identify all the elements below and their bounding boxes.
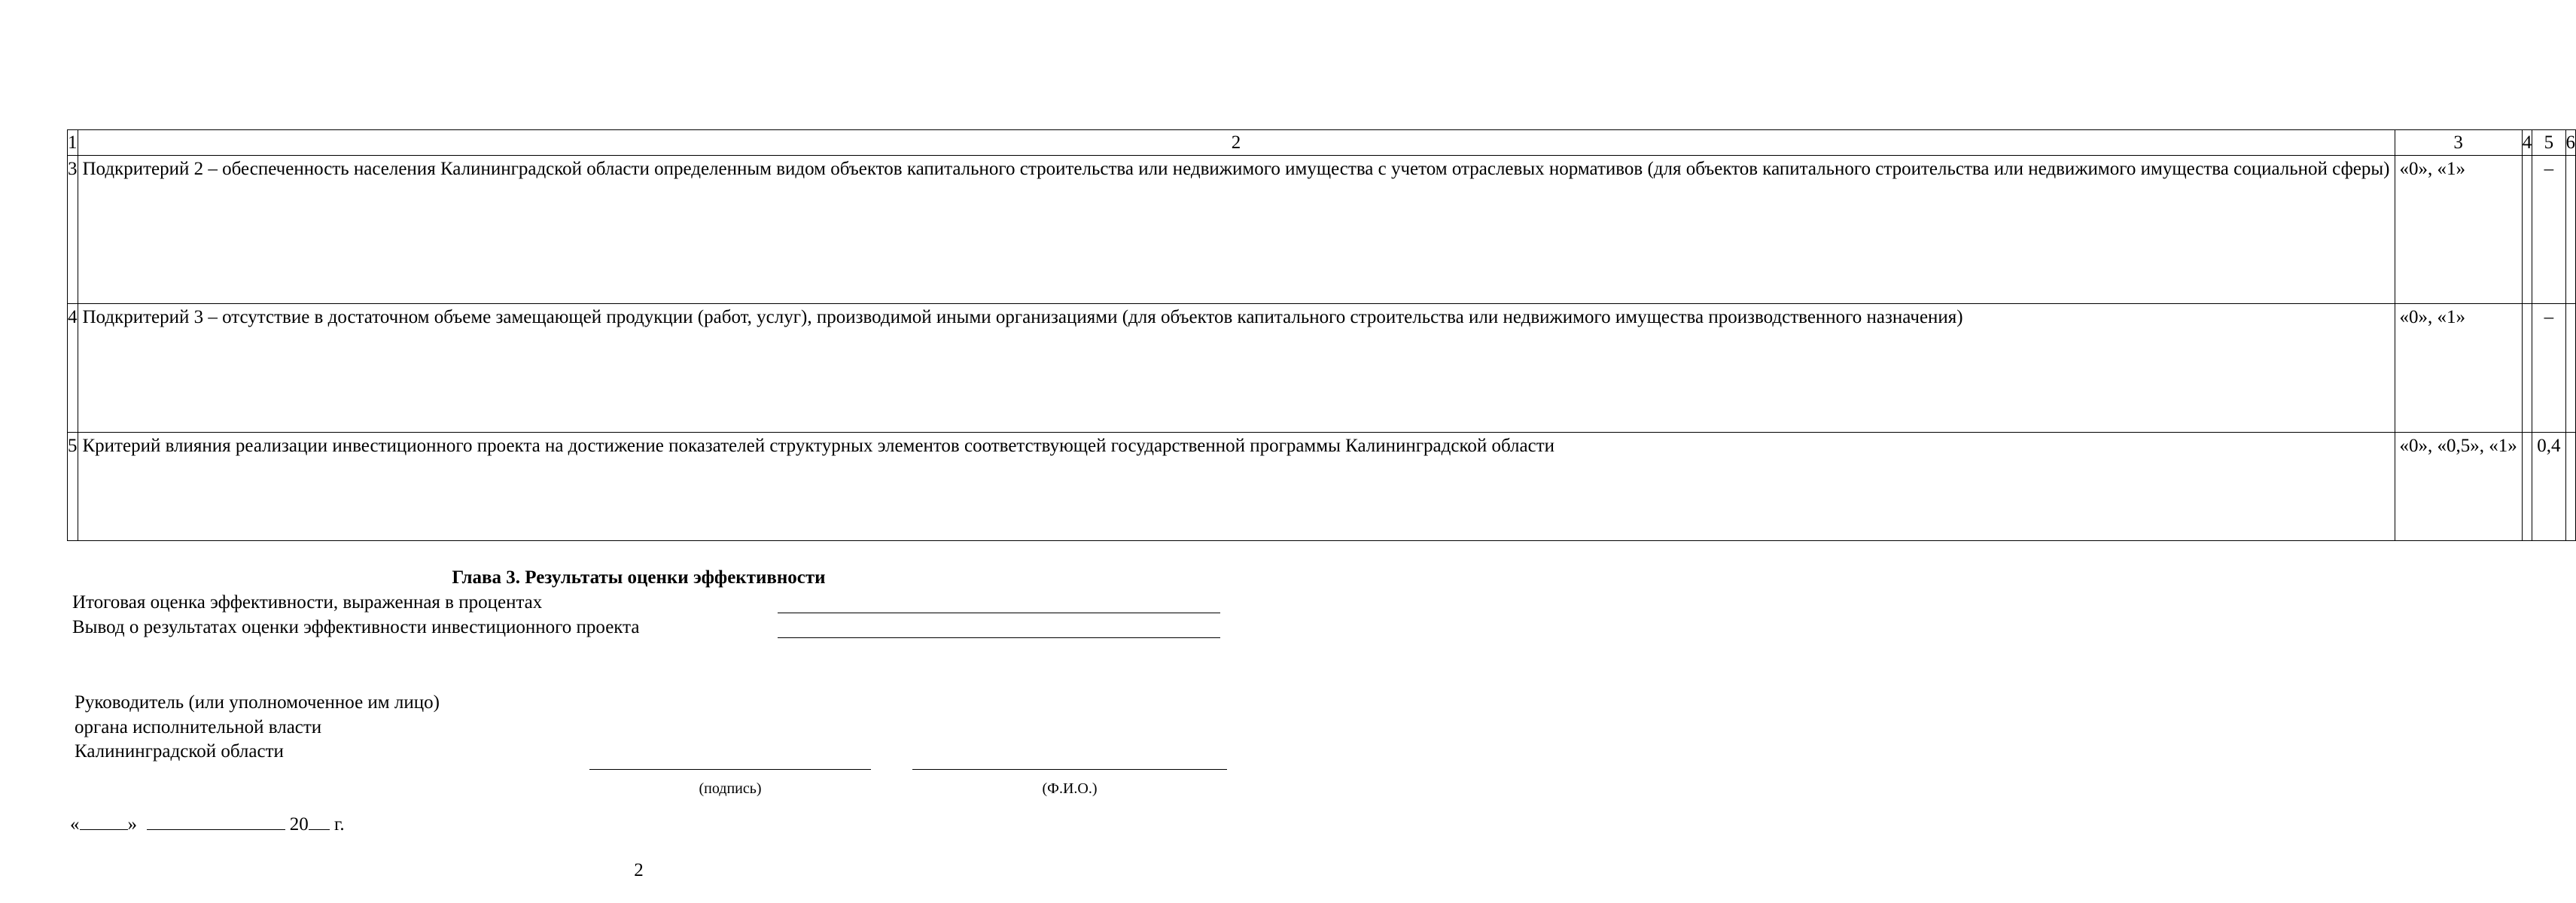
- column-6-cell: [2565, 304, 2576, 433]
- full-name-field[interactable]: [912, 769, 1227, 770]
- column-4-cell: [2522, 433, 2532, 541]
- conclusion-field[interactable]: [778, 637, 1220, 638]
- chapter-title: Глава 3. Результаты оценки эффективности: [452, 567, 826, 588]
- column-4-cell: [2522, 304, 2532, 433]
- signature-caption: (подпись): [699, 780, 762, 797]
- table-row: [68, 433, 2576, 541]
- score-values: «0», «1»: [2395, 156, 2522, 304]
- signer-title: Руководитель (или уполномоченное им лицо) органа исполнительной власти Калининградской области: [75, 692, 440, 762]
- full-name-caption: (Ф.И.О.): [1042, 780, 1098, 797]
- year-prefix: 20: [289, 814, 309, 835]
- conclusion-label: Вывод о результатах оценки эффективности инвестиционного проекта: [72, 617, 640, 637]
- header-cell: 2: [78, 130, 2395, 156]
- score-values: «0», «1»: [2395, 304, 2522, 433]
- weight-value: –: [2532, 304, 2565, 433]
- table-row: [68, 156, 2576, 304]
- table-row: [68, 304, 2576, 433]
- month-field[interactable]: [147, 813, 285, 830]
- date-line: [70, 813, 345, 837]
- row-number: 3: [68, 156, 78, 304]
- header-cell: 1: [68, 130, 78, 156]
- date-open-quote: «: [70, 814, 80, 835]
- column-6-cell: [2565, 156, 2576, 304]
- page-number: 2: [634, 860, 644, 880]
- final-score-label: Итоговая оценка эффективности, выраженная в процентах: [72, 592, 543, 613]
- header-cell: 4: [2522, 130, 2532, 156]
- signature-field[interactable]: [589, 769, 871, 770]
- criterion-text: Критерий влияния реализации инвестиционного проекта на достижение показателей структурных элементов соответствующей государственной программы Калининградской области: [78, 433, 2395, 541]
- weight-value: 0,4: [2532, 433, 2565, 541]
- column-6-cell: [2565, 433, 2576, 541]
- date-close-quote: »: [127, 814, 137, 835]
- criterion-text: Подкритерий 2 – обеспеченность населения Калининградской области определенным видом объектов капитального строительства или недвижимого имущества с учетом отраслевых нормативов (для объектов капитального строительства или недвижимого имущества социальной сферы): [78, 156, 2395, 304]
- criteria-table: [67, 129, 2576, 541]
- criterion-text: Подкритерий 3 – отсутствие в достаточном объеме замещающей продукции (работ, услуг), производимой иными организациями (для объектов капитального строительства или недвижимого имущества производственного назначения): [78, 304, 2395, 433]
- header-cell: 3: [2395, 130, 2522, 156]
- table-header-row: [68, 130, 2576, 156]
- year-suffix: г.: [334, 814, 345, 835]
- column-4-cell: [2522, 156, 2532, 304]
- header-cell: 5: [2532, 130, 2565, 156]
- row-number: 4: [68, 304, 78, 433]
- day-field[interactable]: [80, 813, 128, 830]
- row-number: 5: [68, 433, 78, 541]
- score-values: «0», «0,5», «1»: [2395, 433, 2522, 541]
- weight-value: –: [2532, 156, 2565, 304]
- header-cell: 6: [2565, 130, 2576, 156]
- year-field[interactable]: [309, 813, 330, 830]
